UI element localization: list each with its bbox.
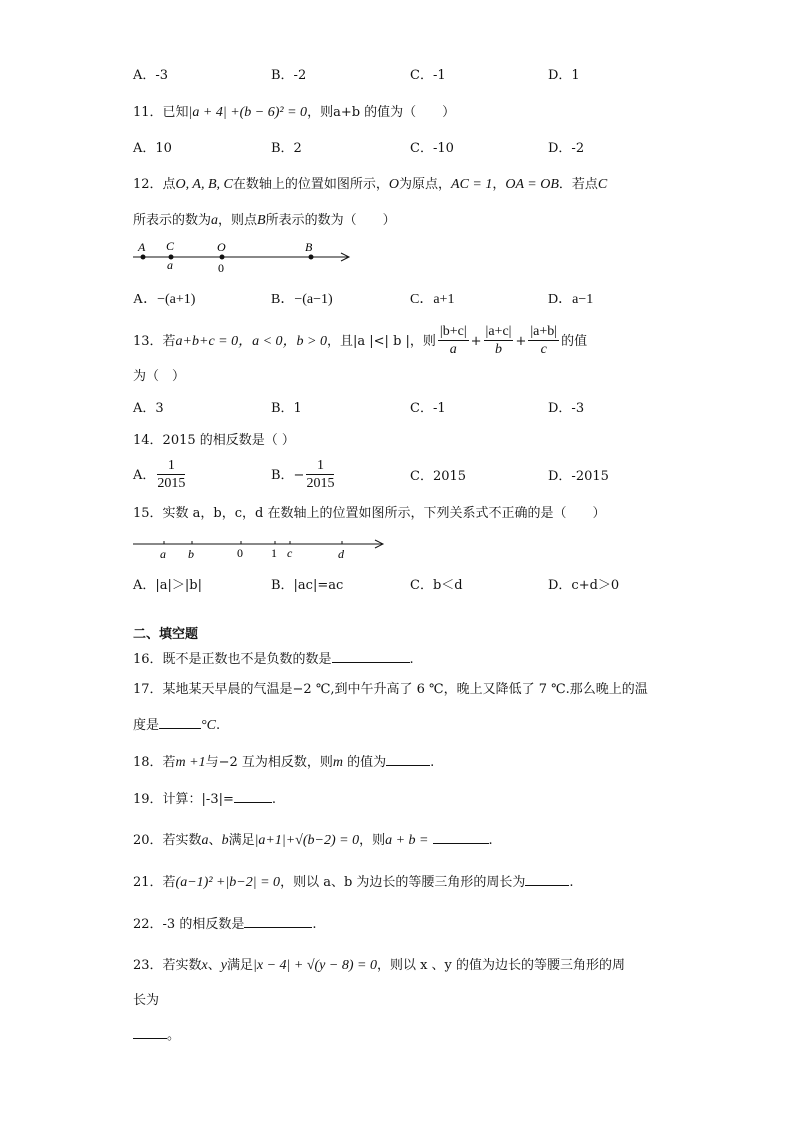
question-13-line2: 为（ ） xyxy=(133,369,186,384)
q12-point-b: B xyxy=(257,213,266,228)
q13-cond-1: a+b+c = 0 xyxy=(175,334,239,349)
section-heading: 二、填空题 xyxy=(133,627,199,642)
q11-suffix: ，则a+b 的值为（ ） xyxy=(307,105,456,120)
q13-prefix: 13．若 xyxy=(133,334,176,349)
q15-label-d: d xyxy=(338,547,344,561)
q12-option-b: B．−(a−1) xyxy=(271,292,333,307)
q15-option-b: B．|ac|=ac xyxy=(271,578,344,593)
q15-option-c: C．b＜d xyxy=(410,578,463,593)
q17-blank[interactable] xyxy=(159,716,201,729)
q20-blank[interactable] xyxy=(433,831,489,844)
question-11 xyxy=(133,104,455,122)
q10-option-a: A．-3 xyxy=(133,68,169,83)
q10-option-b: B．-2 xyxy=(271,68,307,83)
question-23-line3: 。 xyxy=(133,1026,180,1045)
q13-cond-3: ，b > 0 xyxy=(282,334,328,349)
q13-cond-4: ，且|a |<| b |，则 xyxy=(327,334,436,349)
question-13-line1 xyxy=(133,322,587,362)
q13-plus-2: + xyxy=(515,334,527,349)
question-19: 19．计算：|-3|= . xyxy=(133,792,276,807)
q12-label-zero: 0 xyxy=(218,261,224,275)
q14-option-d: D．-2015 xyxy=(548,469,609,484)
q13-fraction-2: $\frac{|a+c|}{b}$ xyxy=(485,324,512,357)
q13-option-a: A．3 xyxy=(133,401,164,416)
q12-text-b: 为原点， xyxy=(399,177,452,192)
q11-expression: |a + 4| +(b − 6)² = 0 xyxy=(188,105,308,120)
q11-option-d: D．-2 xyxy=(548,141,585,156)
question-16: 16．既不是正数也不是负数的数是 . xyxy=(133,652,414,667)
q14-option-c: C．2015 xyxy=(410,469,467,484)
q10-option-c: C．-1 xyxy=(410,68,446,83)
q12-point-c: C xyxy=(597,177,608,192)
question-14: 14．2015 的相反数是（ ） xyxy=(133,433,295,448)
question-15: 15．实数 a，b，c，d 在数轴上的位置如图所示，下列关系式不正确的是（ ） xyxy=(133,506,606,521)
q12-label-var-a: a xyxy=(167,258,173,272)
q19-blank[interactable] xyxy=(234,790,272,803)
q13-fraction-1: $\frac{|b+c|}{a}$ xyxy=(439,324,467,357)
q14-fraction-a: $\frac{1}{2015}$ xyxy=(157,458,186,491)
q12-text-f: ，则点 xyxy=(218,213,258,228)
q21-blank[interactable] xyxy=(525,873,569,886)
q11-option-a: A．10 xyxy=(133,141,172,156)
q15-option-d: D．c+d＞0 xyxy=(548,578,620,593)
q12-label-o: O xyxy=(217,240,226,254)
q12-label-b: B xyxy=(305,240,313,254)
question-20: 20．若实数a、b满足|a+1|+√(b−2) = 0，则a + b = . xyxy=(133,833,493,848)
q15-label-a: a xyxy=(160,547,166,561)
q13-suffix: 的值 xyxy=(561,334,588,349)
q14-option-b: B．− $\frac{1}{2015}$ xyxy=(271,458,335,491)
q13-option-b: B．1 xyxy=(271,401,302,416)
q12-label-a: A xyxy=(138,240,146,254)
q15-label-c: c xyxy=(287,546,293,560)
q15-option-a: A．|a|＞|b| xyxy=(133,578,202,593)
q12-text-d: ．若点 xyxy=(558,177,598,192)
question-18: 18．若m +1与−2 互为相反数，则m 的值为 . xyxy=(133,755,435,770)
q12-option-d: D．a−1 xyxy=(548,292,594,307)
q15-number-line xyxy=(130,534,390,562)
q15-label-zero: 0 xyxy=(237,546,243,560)
q12-text-g: 所表示的数为（ ） xyxy=(265,213,396,228)
q13-option-c: C．-1 xyxy=(410,401,446,416)
q12-prefix: 12．点 xyxy=(133,177,176,192)
question-17-line1: 17．某地某天早晨的气温是−2 ℃,到中午升高了 6 ℃，晚上又降低了 7 ℃.那么晚上的温 xyxy=(133,682,648,697)
q22-blank[interactable] xyxy=(244,915,312,928)
q12-option-a: A．−(a+1) xyxy=(133,292,196,307)
q18-blank[interactable] xyxy=(386,753,430,766)
q11-option-c: C．-10 xyxy=(410,141,454,156)
question-12-line1 xyxy=(133,176,607,194)
q16-blank[interactable] xyxy=(332,650,410,663)
q13-cond-2: ，a < 0 xyxy=(238,334,283,349)
question-21: 21．若(a−1)² +|b−2| = 0，则以 a、b 为边长的等腰三角形的周长为 . xyxy=(133,875,574,890)
q15-label-one: 1 xyxy=(271,546,277,560)
question-23-line2: 长为 xyxy=(133,993,160,1008)
q13-fraction-3: $\frac{|a+b|}{c}$ xyxy=(530,324,558,357)
q13-option-d: D．-3 xyxy=(548,401,585,416)
question-22: 22．-3 的相反数是 . xyxy=(133,917,317,932)
q13-plus-1: + xyxy=(470,334,482,349)
q12-dot-b xyxy=(309,255,314,260)
q15-label-b: b xyxy=(188,547,194,561)
question-23-line1: 23．若实数x、y满足|x − 4| + √(y − 8) = 0，则以 x 、y 的值为边长的等腰三角形的周 xyxy=(133,958,626,973)
q12-number-line xyxy=(130,238,360,276)
q12-dot-o xyxy=(220,255,225,260)
q12-oa-ob: OA = OB xyxy=(505,177,559,192)
q14-option-a: A． $\frac{1}{2015}$ xyxy=(133,458,186,491)
q23-blank[interactable] xyxy=(133,1026,167,1039)
question-17-line2: 度是 °C. xyxy=(133,718,221,733)
question-12-line2 xyxy=(133,212,396,230)
q10-option-d: D．1 xyxy=(548,68,580,83)
q12-text-e: 所表示的数为 xyxy=(133,213,212,228)
q11-prefix: 11．已知 xyxy=(133,105,189,120)
q12-comma: ， xyxy=(492,177,506,192)
q11-option-b: B．2 xyxy=(271,141,302,156)
q12-ac: AC = 1 xyxy=(451,177,493,192)
q12-label-c: C xyxy=(166,239,175,253)
q12-points: O, A, B, C xyxy=(175,177,233,192)
q12-text-a: 在数轴上的位置如图所示， xyxy=(232,177,389,192)
q12-var-a: a xyxy=(211,213,219,228)
q12-dot-a xyxy=(141,255,146,260)
q12-option-c: C．a+1 xyxy=(410,292,455,307)
q14-fraction-b: $\frac{1}{2015}$ xyxy=(306,458,335,491)
q12-origin: O xyxy=(388,177,399,192)
